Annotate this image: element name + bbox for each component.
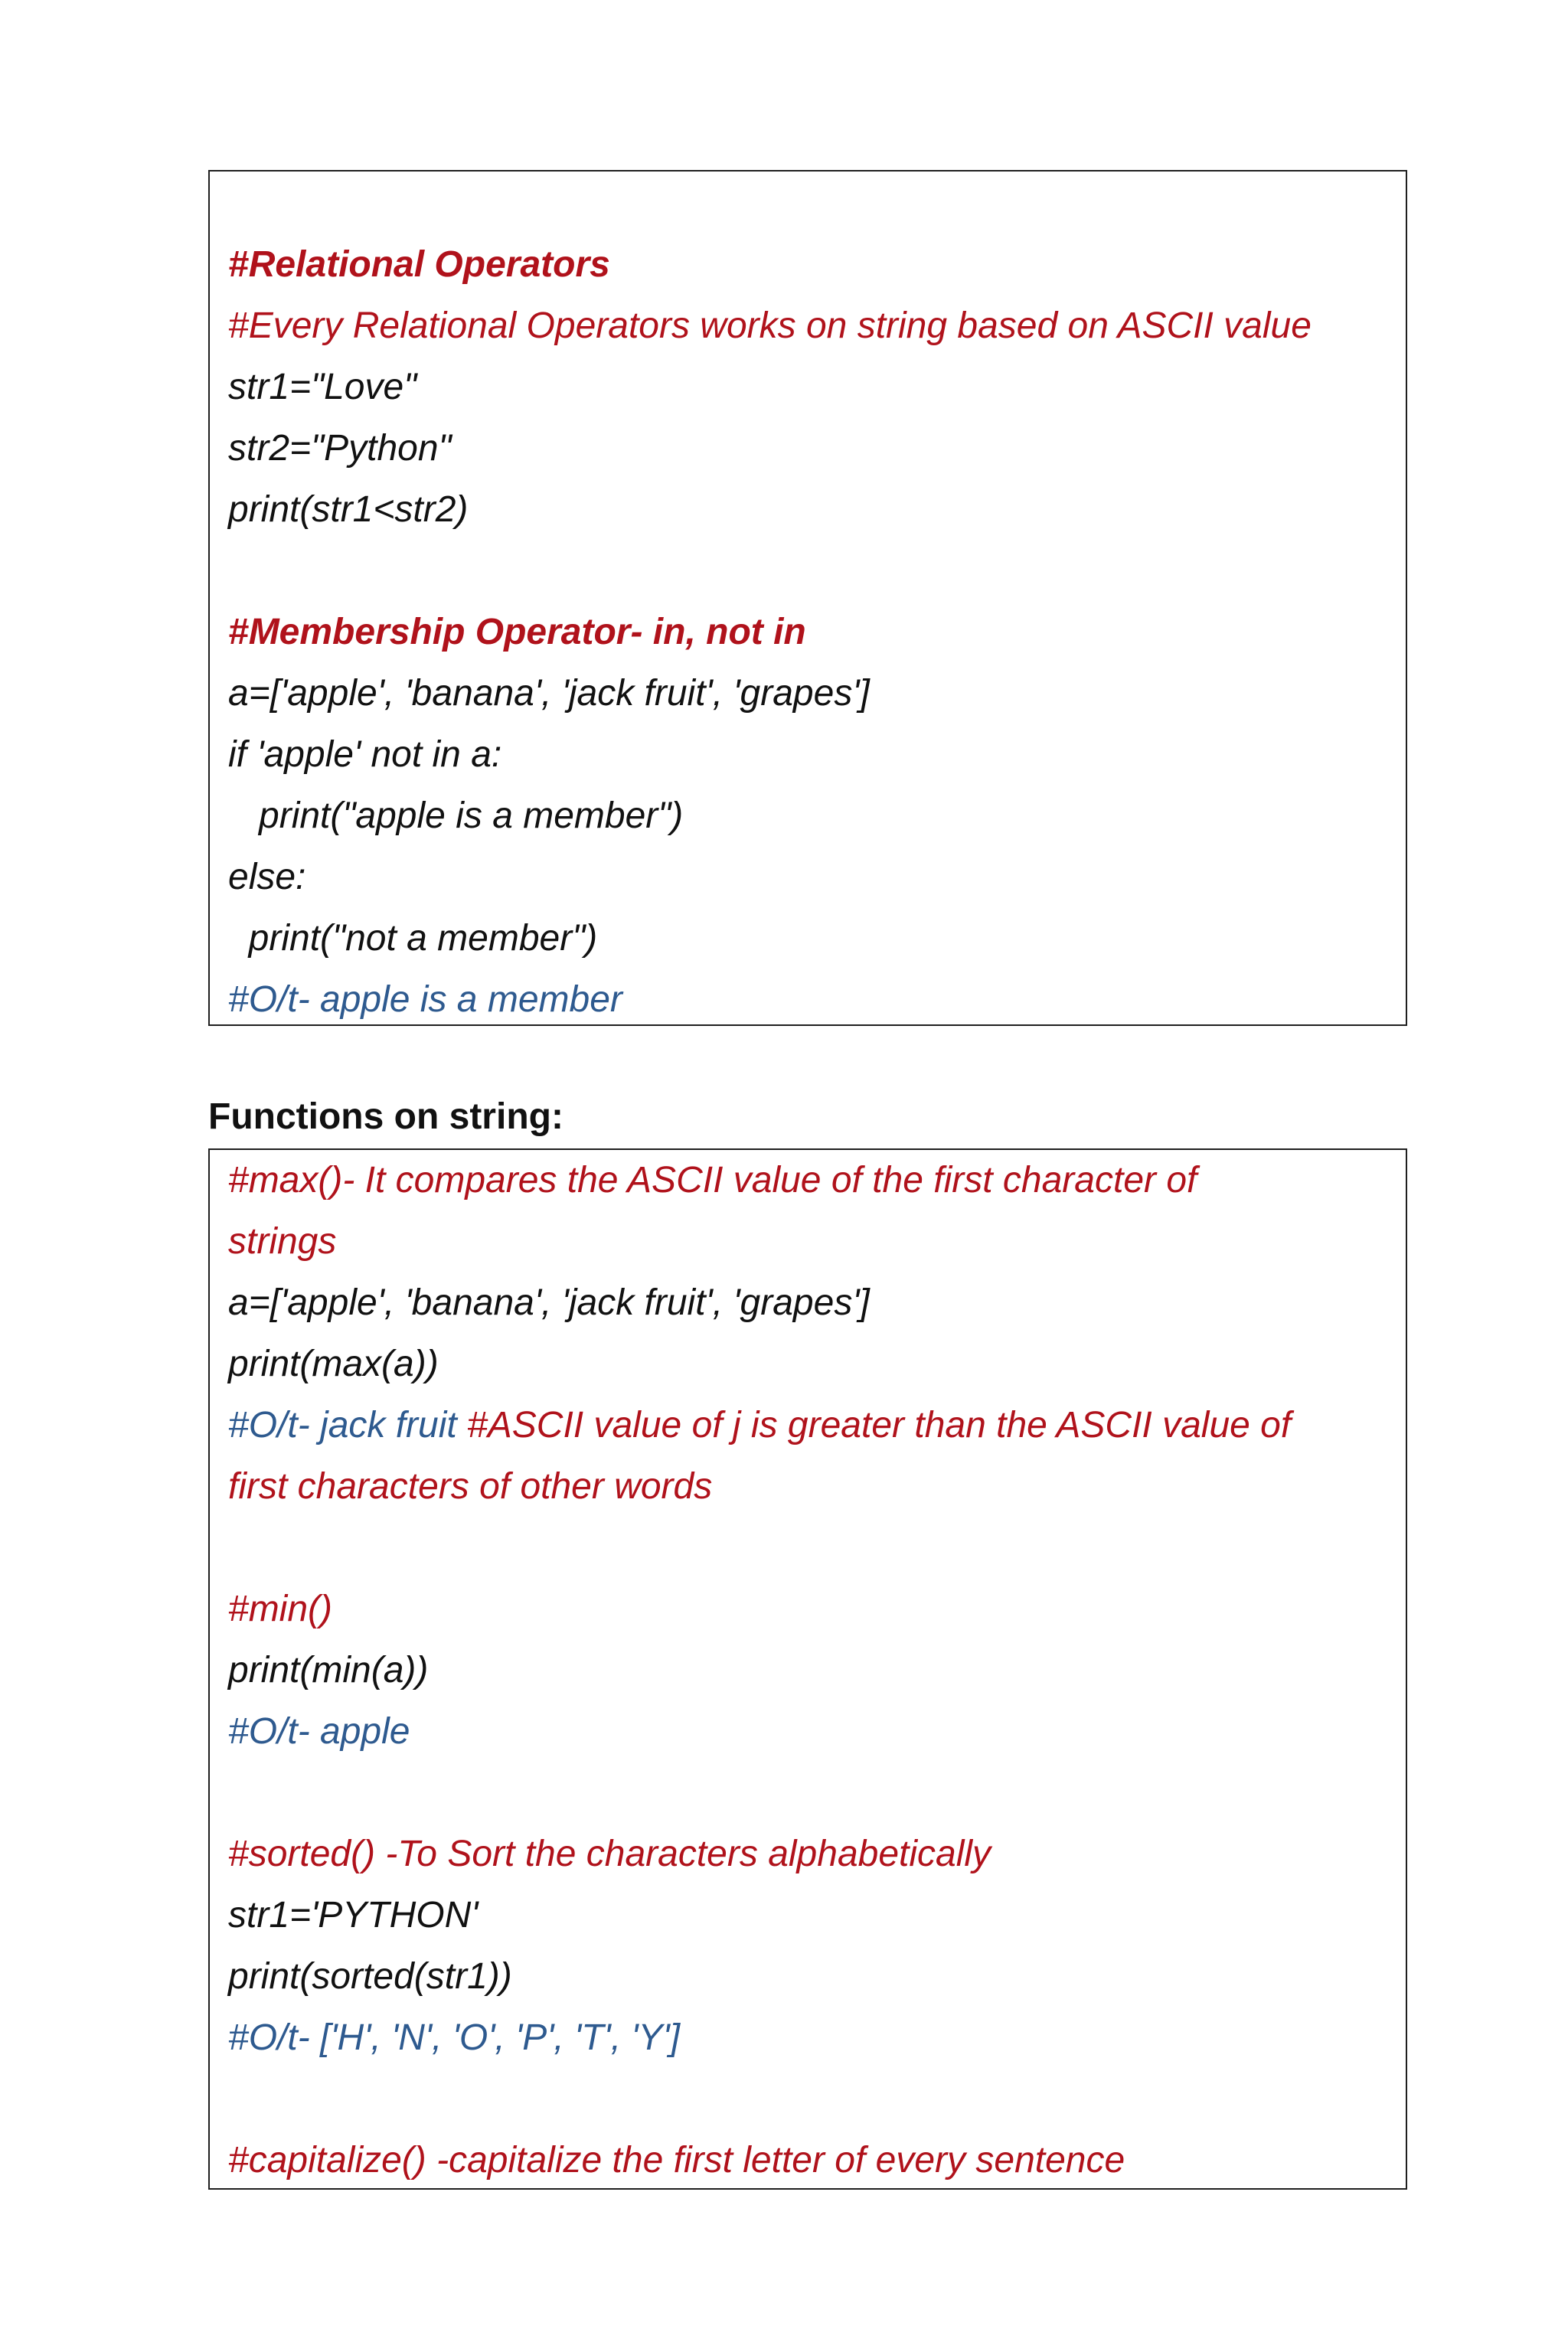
code-line [228,357,1406,418]
code-line [228,663,1406,724]
code-text: print("apple is a member") [228,795,684,836]
blank-line [228,2069,1406,2130]
code-box-operators [208,170,1407,1026]
code-text: a=['apple', 'banana', 'jack fruit', 'grapes'] [228,1282,870,1323]
code-box-string-functions [208,1148,1407,2190]
code-line [228,1640,1406,1701]
code-text: print(min(a)) [228,1650,429,1690]
code-line [228,1824,1406,1885]
comment-text: first characters of other words [228,1466,713,1507]
code-line [228,1579,1406,1640]
code-line [228,296,1406,357]
code-text: print(str1<str2) [228,489,469,530]
code-text: print(max(a)) [228,1344,439,1384]
output-text: #O/t- apple is a member [228,979,622,1020]
comment-text: #sorted() -To Sort the characters alphabetically [228,1834,991,1874]
code-text: print("not a member") [228,918,598,959]
code-line [228,2007,1406,2069]
output-text: #O/t- apple [228,1711,410,1752]
code-line [228,1272,1406,1334]
code-line [228,602,1406,663]
code-text: a=['apple', 'banana', 'jack fruit', 'grapes'] [228,673,870,714]
code-line [228,2130,1406,2191]
code-line [228,1885,1406,1946]
code-line [228,847,1406,908]
code-text: str2="Python" [228,428,452,469]
blank-line [228,1762,1406,1824]
comment-text: #Membership Operator- in, not in [228,612,806,652]
code-line [228,1701,1406,1762]
code-line [228,1334,1406,1395]
code-text: str1="Love" [228,367,417,407]
code-line [228,1456,1406,1517]
comment-text: #ASCII value of j is greater than the ASCII value of [467,1405,1292,1446]
comment-text: #min() [228,1589,333,1629]
code-line [228,1150,1406,1211]
code-line [228,234,1406,296]
code-line [228,1211,1406,1272]
comment-text: #max()- It compares the ASCII value of the first character of [228,1160,1197,1200]
blank-line [228,1517,1406,1579]
code-line [228,724,1406,786]
code-line [228,908,1406,969]
code-line [228,479,1406,541]
comment-text: #capitalize() -capitalize the first letter of every sentence [228,2140,1125,2180]
section-heading: Functions on string: [208,1096,564,1137]
code-text: str1='PYTHON' [228,1895,479,1936]
code-text: else: [228,857,306,897]
code-text: if 'apple' not in a: [228,734,502,775]
output-text: #O/t- jack fruit [228,1405,468,1446]
output-text: #O/t- ['H', 'N', 'O', 'P', 'T', 'Y'] [228,2017,681,2058]
comment-text: #Relational Operators [228,244,610,285]
code-line [228,969,1406,1031]
code-text: print(sorted(str1)) [228,1956,512,1997]
code-line [228,418,1406,479]
code-line [228,1395,1406,1456]
blank-line [228,541,1406,602]
code-line [228,786,1406,847]
comment-text: strings [228,1221,337,1262]
code-line [228,1946,1406,2007]
comment-text: #Every Relational Operators works on string based on ASCII value [228,305,1312,346]
